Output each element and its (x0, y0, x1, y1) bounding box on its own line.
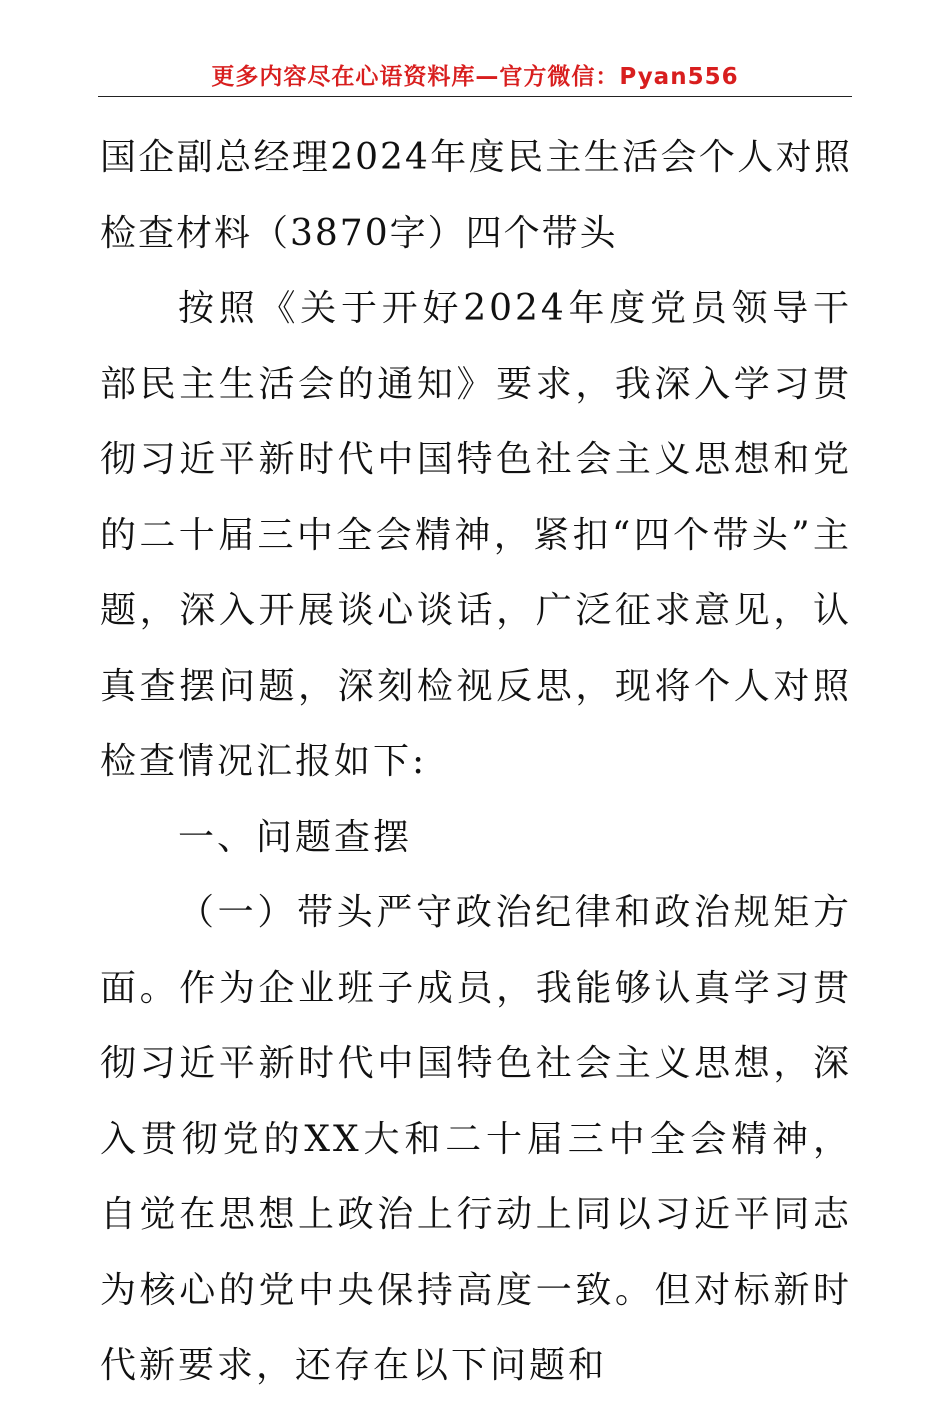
subsection-paragraph: （一）带头严守政治纪律和政治规矩方面。作为企业班子成员，我能够认真学习贯彻习近平新时代中国特色社会主义思想，深入贯彻党的XX大和二十届三中全会精神，自觉在思想上政治上行动上同以习近平同志为核心的党中央保持高度一致。但对标新时代新要求，还存在以下问题和 (100, 892, 852, 1386)
intro-paragraph: 按照《关于开好2024年度党员领导干部民主生活会的通知》要求，我深入学习贯彻习近平新时代中国特色社会主义思想和党的二十届三中全会精神，紧扣“四个带头”主题，深入开展谈心谈话，广泛征求意见，认真查摆问题，深刻检视反思，现将个人对照检查情况汇报如下: (100, 288, 852, 782)
header-divider (98, 96, 852, 97)
document-body (100, 120, 852, 1404)
section-heading: 一、问题查摆 (178, 816, 413, 858)
page-header-watermark: 更多内容尽在心语资料库—官方微信：Pyan556 (211, 64, 739, 90)
document-title: 国企副总经理2024年度民主生活会个人对照检查材料（3870字）四个带头 (100, 137, 852, 254)
